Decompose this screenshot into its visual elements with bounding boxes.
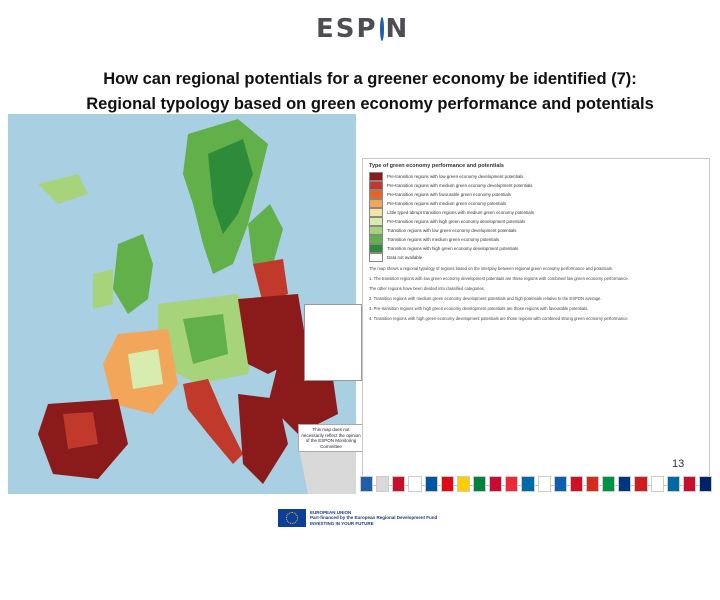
- legend-paragraph: 4. Transition regions with high green economy development potentials are those regions with combined strong green economy performance.: [369, 316, 629, 321]
- slide-title-line1: How can regional potentials for a greener economy be identified (7):: [103, 70, 637, 88]
- legend-item-label: Transition regions with high green economy development potentials: [387, 246, 519, 251]
- country-flag-icon: [538, 476, 551, 492]
- legend-swatch: [369, 235, 383, 244]
- country-flag-icon: [586, 476, 599, 492]
- legend-item: [369, 244, 703, 253]
- map-legend-panel: [362, 158, 710, 486]
- legend-item-label: Pre-transition regions with favourable green economy potentials: [387, 192, 511, 197]
- legend-swatch: [369, 217, 383, 226]
- country-flag-icon: [441, 476, 454, 492]
- logo-text-right: N: [385, 14, 410, 44]
- legend-item-label: Little typed abrupt transition regions with medium green economy potentials: [387, 210, 534, 215]
- eu-line2: Part-financed by the European Regional Development Fund: [310, 515, 438, 521]
- country-flag-icon: [360, 476, 373, 492]
- country-flag-icon: [667, 476, 680, 492]
- legend-item-label: Pre-transition regions with high green economy development potentials: [387, 219, 526, 224]
- legend-heading: Type of green economy performance and potentials: [369, 163, 504, 169]
- espon-logo: [316, 12, 408, 46]
- legend-paragraph: 2. Transition regions with medium green economy development potentials and high potentials relative to the ESPON average.: [369, 296, 602, 301]
- country-flag-icon: [521, 476, 534, 492]
- map-credit: (c) TCAN TECNALIA, Project GREECO, 2013: [48, 594, 153, 600]
- country-flag-icon: [570, 476, 583, 492]
- country-flag-icon: [699, 476, 712, 492]
- eu-line1: EUROPEAN UNION: [310, 510, 352, 516]
- country-flag-icon: [376, 476, 389, 492]
- country-flag-icon: [683, 476, 696, 492]
- legend-item: [369, 199, 703, 208]
- legend-item-label: Pre-transition regions with medium green economy potentials: [387, 201, 507, 206]
- country-flag-icon: [505, 476, 518, 492]
- page-number: 13: [672, 458, 685, 470]
- legend-swatch: [369, 199, 383, 208]
- country-flag-icon: [473, 476, 486, 492]
- legend-swatch: [369, 226, 383, 235]
- legend-paragraph: The other regions have been divided into classified categories.: [369, 286, 485, 291]
- legend-paragraph: 1. The transition regions with low green economy development potentials are those regions with combined low green economy performance.: [369, 276, 629, 281]
- legend-item: [369, 253, 703, 262]
- country-flag-icon: [408, 476, 421, 492]
- legend-swatch: [369, 190, 383, 199]
- country-flag-icon: [425, 476, 438, 492]
- legend-item-label: Pre-transition regions with low green economy development potentials: [387, 174, 524, 179]
- legend-item-label: Transition regions with low green economy development potentials: [387, 228, 517, 233]
- legend-swatch: [369, 208, 383, 217]
- logo-text-left: ESP: [316, 14, 378, 44]
- legend-item: [369, 226, 703, 235]
- legend-paragraph: The map shows a regional typology of regions based on the interplay between regional green economy performance and potentials.: [369, 266, 613, 271]
- country-flag-icon: [651, 476, 664, 492]
- eu-flag-icon: [278, 509, 306, 527]
- legend-item-label: Data not available: [387, 255, 423, 260]
- legend-item: [369, 235, 703, 244]
- legend-item: [369, 172, 703, 181]
- legend-swatch: [369, 172, 383, 181]
- legend-paragraph: 3. Pre-transition regions with high green economy development potentials are those regions with favourable potentials.: [369, 306, 589, 311]
- eu-funding-logo: [278, 508, 448, 528]
- legend-item: [369, 208, 703, 217]
- country-flag-icon: [618, 476, 631, 492]
- legend-item: [369, 217, 703, 226]
- legend-item: [369, 190, 703, 199]
- legend-swatch: [369, 244, 383, 253]
- logo-star-circle-icon: [380, 17, 384, 41]
- country-flag-icon: [554, 476, 567, 492]
- legend-swatch: [369, 253, 383, 262]
- country-flag-icon: [457, 476, 470, 492]
- legend-item-label: Transition regions with medium green economy potentials: [387, 237, 500, 242]
- country-flag-icon: [489, 476, 502, 492]
- slide-title-line2: Regional typology based on green economy performance and potentials: [86, 95, 654, 113]
- country-flag-icon: [602, 476, 615, 492]
- legend-item: [369, 181, 703, 190]
- country-flag-icon: [392, 476, 405, 492]
- map-inset-overseas: [304, 304, 362, 381]
- legend-swatch: [369, 181, 383, 190]
- eu-line3: INVESTING IN YOUR FUTURE: [310, 520, 374, 526]
- country-flag-icon: [634, 476, 647, 492]
- legend-item-label: Pre-transition regions with medium green economy development potentials: [387, 183, 533, 188]
- member-flags-strip: [360, 476, 712, 492]
- map-disclaimer-notice: This map does not necessarily reflect the opinion of the ESPON Monitoring Committee: [298, 424, 364, 452]
- eu-funding-text: [310, 510, 437, 526]
